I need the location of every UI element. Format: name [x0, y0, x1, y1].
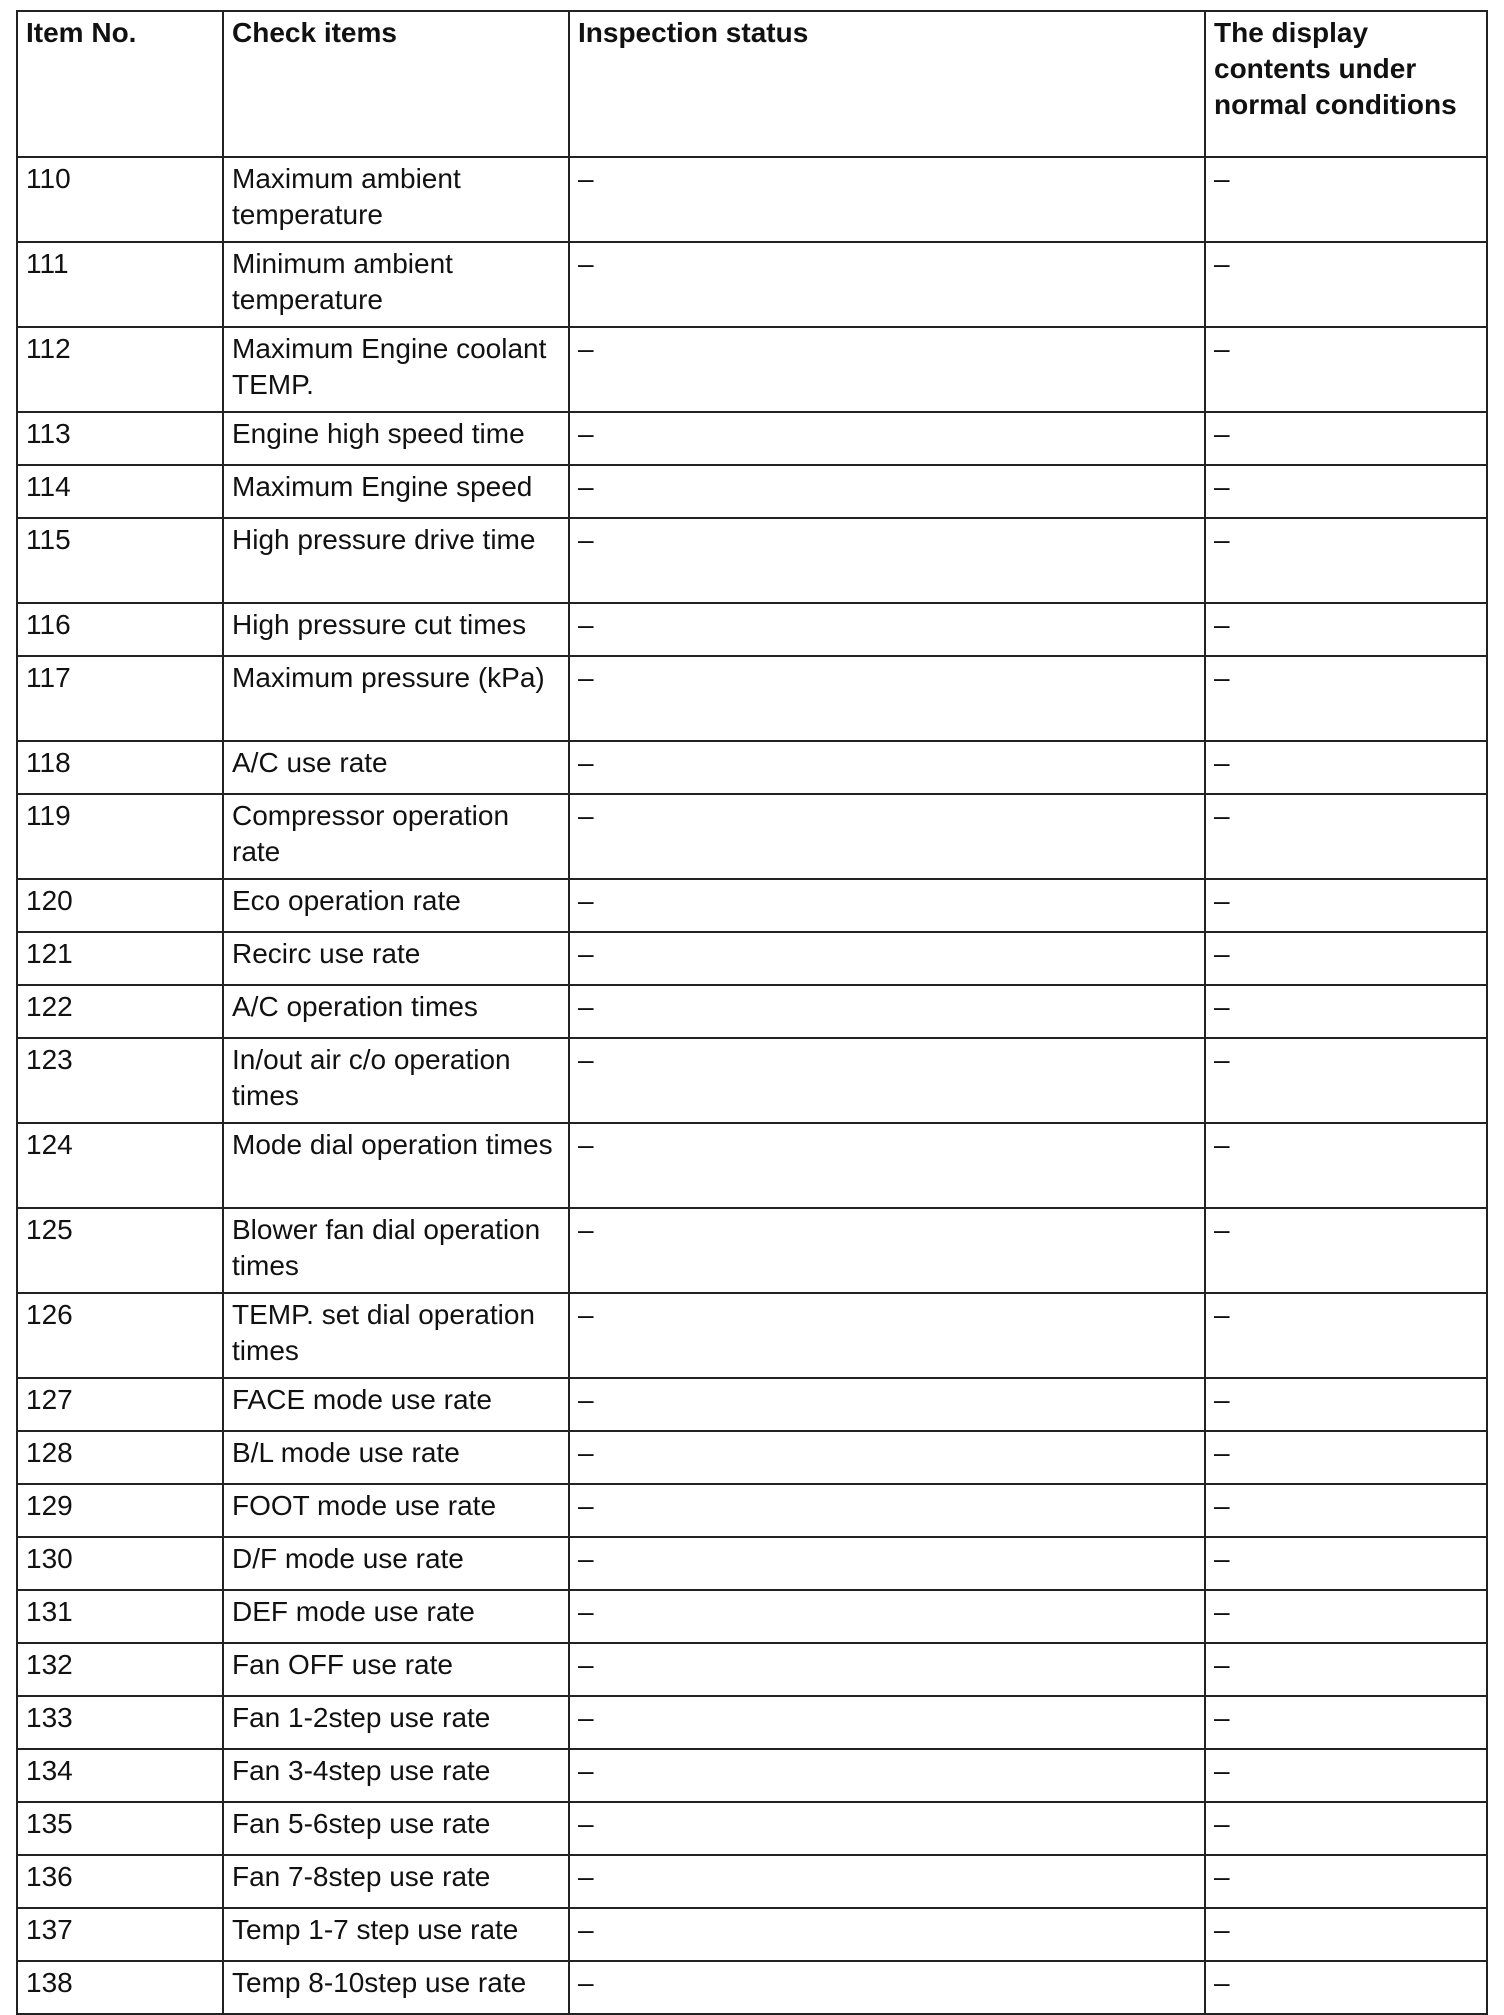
cell-check-item: Engine high speed time [223, 412, 569, 465]
cell-inspection-status: – [569, 157, 1205, 242]
table-row [17, 327, 1487, 412]
cell-display-contents: – [1205, 242, 1487, 327]
check-items-table [16, 10, 1488, 2015]
cell-check-item: High pressure drive time [223, 518, 569, 603]
cell-display-contents: – [1205, 412, 1487, 465]
header-check-items: Check items [223, 11, 569, 157]
table-row [17, 1431, 1487, 1484]
cell-check-item: D/F mode use rate [223, 1537, 569, 1590]
cell-inspection-status: – [569, 1537, 1205, 1590]
table-row [17, 603, 1487, 656]
cell-display-contents: – [1205, 1908, 1487, 1961]
cell-inspection-status: – [569, 656, 1205, 741]
cell-check-item: Minimum ambient temperature [223, 242, 569, 327]
header-item-no: Item No. [17, 11, 223, 157]
cell-check-item: FACE mode use rate [223, 1378, 569, 1431]
cell-display-contents: – [1205, 1802, 1487, 1855]
table-row [17, 157, 1487, 242]
table-row [17, 1855, 1487, 1908]
cell-display-contents: – [1205, 1208, 1487, 1293]
cell-check-item: TEMP. set dial operation times [223, 1293, 569, 1378]
cell-check-item: Temp 1-7 step use rate [223, 1908, 569, 1961]
cell-item-no: 133 [17, 1696, 223, 1749]
cell-inspection-status: – [569, 1123, 1205, 1208]
cell-check-item: Eco operation rate [223, 879, 569, 932]
header-row [17, 11, 1487, 157]
header-inspection-status: Inspection status [569, 11, 1205, 157]
cell-check-item: Recirc use rate [223, 932, 569, 985]
cell-inspection-status: – [569, 1961, 1205, 2014]
cell-check-item: Mode dial operation times [223, 1123, 569, 1208]
table-row [17, 1908, 1487, 1961]
cell-display-contents: – [1205, 794, 1487, 879]
cell-item-no: 138 [17, 1961, 223, 2014]
cell-item-no: 130 [17, 1537, 223, 1590]
cell-inspection-status: – [569, 1696, 1205, 1749]
cell-inspection-status: – [569, 1293, 1205, 1378]
table-row [17, 741, 1487, 794]
cell-display-contents: – [1205, 656, 1487, 741]
cell-item-no: 122 [17, 985, 223, 1038]
cell-display-contents: – [1205, 1749, 1487, 1802]
cell-item-no: 136 [17, 1855, 223, 1908]
cell-item-no: 110 [17, 157, 223, 242]
cell-item-no: 127 [17, 1378, 223, 1431]
cell-check-item: High pressure cut times [223, 603, 569, 656]
cell-check-item: Fan OFF use rate [223, 1643, 569, 1696]
cell-inspection-status: – [569, 1643, 1205, 1696]
cell-inspection-status: – [569, 1378, 1205, 1431]
cell-item-no: 116 [17, 603, 223, 656]
table-row [17, 1123, 1487, 1208]
cell-item-no: 112 [17, 327, 223, 412]
cell-inspection-status: – [569, 794, 1205, 879]
table-row [17, 465, 1487, 518]
table-row [17, 932, 1487, 985]
cell-check-item: A/C operation times [223, 985, 569, 1038]
table-row [17, 1696, 1487, 1749]
table-row [17, 1038, 1487, 1123]
cell-display-contents: – [1205, 1378, 1487, 1431]
cell-item-no: 124 [17, 1123, 223, 1208]
cell-item-no: 119 [17, 794, 223, 879]
table-row [17, 1208, 1487, 1293]
cell-inspection-status: – [569, 603, 1205, 656]
cell-item-no: 137 [17, 1908, 223, 1961]
cell-inspection-status: – [569, 1855, 1205, 1908]
cell-inspection-status: – [569, 1908, 1205, 1961]
cell-item-no: 118 [17, 741, 223, 794]
cell-display-contents: – [1205, 932, 1487, 985]
table-row [17, 242, 1487, 327]
cell-check-item: Fan 1-2step use rate [223, 1696, 569, 1749]
cell-display-contents: – [1205, 1484, 1487, 1537]
cell-display-contents: – [1205, 1643, 1487, 1696]
table-row [17, 1643, 1487, 1696]
cell-inspection-status: – [569, 412, 1205, 465]
table-row [17, 1590, 1487, 1643]
cell-display-contents: – [1205, 327, 1487, 412]
cell-item-no: 125 [17, 1208, 223, 1293]
cell-item-no: 126 [17, 1293, 223, 1378]
cell-display-contents: – [1205, 1961, 1487, 2014]
cell-item-no: 121 [17, 932, 223, 985]
cell-display-contents: – [1205, 157, 1487, 242]
cell-display-contents: – [1205, 1038, 1487, 1123]
cell-display-contents: – [1205, 1590, 1487, 1643]
cell-item-no: 131 [17, 1590, 223, 1643]
cell-check-item: Fan 3-4step use rate [223, 1749, 569, 1802]
cell-item-no: 114 [17, 465, 223, 518]
cell-check-item: Compressor operation rate [223, 794, 569, 879]
cell-item-no: 117 [17, 656, 223, 741]
cell-inspection-status: – [569, 985, 1205, 1038]
cell-check-item: Maximum pressure (kPa) [223, 656, 569, 741]
table-row [17, 1961, 1487, 2014]
cell-display-contents: – [1205, 518, 1487, 603]
cell-check-item: Blower fan dial operation times [223, 1208, 569, 1293]
cell-display-contents: – [1205, 1696, 1487, 1749]
cell-item-no: 132 [17, 1643, 223, 1696]
cell-check-item: Maximum Engine coolant TEMP. [223, 327, 569, 412]
cell-item-no: 129 [17, 1484, 223, 1537]
table-row [17, 1484, 1487, 1537]
table-row [17, 879, 1487, 932]
table-row [17, 985, 1487, 1038]
cell-item-no: 120 [17, 879, 223, 932]
cell-check-item: A/C use rate [223, 741, 569, 794]
cell-display-contents: – [1205, 603, 1487, 656]
cell-check-item: DEF mode use rate [223, 1590, 569, 1643]
cell-display-contents: – [1205, 1431, 1487, 1484]
cell-check-item: In/out air c/o operation times [223, 1038, 569, 1123]
table-row [17, 794, 1487, 879]
cell-inspection-status: – [569, 932, 1205, 985]
cell-item-no: 115 [17, 518, 223, 603]
cell-inspection-status: – [569, 1208, 1205, 1293]
table-row [17, 412, 1487, 465]
cell-inspection-status: – [569, 1749, 1205, 1802]
table-row [17, 518, 1487, 603]
cell-inspection-status: – [569, 465, 1205, 518]
table-row [17, 656, 1487, 741]
cell-check-item: Fan 5-6step use rate [223, 1802, 569, 1855]
cell-inspection-status: – [569, 1484, 1205, 1537]
header-display-contents: The display contents under normal conditions [1205, 11, 1487, 157]
cell-item-no: 134 [17, 1749, 223, 1802]
cell-item-no: 123 [17, 1038, 223, 1123]
cell-inspection-status: – [569, 741, 1205, 794]
table-row [17, 1802, 1487, 1855]
table-row [17, 1537, 1487, 1590]
table-body [17, 157, 1487, 2014]
cell-check-item: Temp 8-10step use rate [223, 1961, 569, 2014]
cell-inspection-status: – [569, 327, 1205, 412]
cell-item-no: 128 [17, 1431, 223, 1484]
cell-display-contents: – [1205, 741, 1487, 794]
cell-display-contents: – [1205, 985, 1487, 1038]
cell-display-contents: – [1205, 1293, 1487, 1378]
cell-item-no: 135 [17, 1802, 223, 1855]
cell-display-contents: – [1205, 879, 1487, 932]
cell-check-item: B/L mode use rate [223, 1431, 569, 1484]
cell-inspection-status: – [569, 1431, 1205, 1484]
cell-inspection-status: – [569, 879, 1205, 932]
cell-check-item: Maximum ambient temperature [223, 157, 569, 242]
cell-inspection-status: – [569, 1038, 1205, 1123]
cell-inspection-status: – [569, 242, 1205, 327]
cell-check-item: Fan 7-8step use rate [223, 1855, 569, 1908]
cell-display-contents: – [1205, 1537, 1487, 1590]
cell-display-contents: – [1205, 465, 1487, 518]
cell-display-contents: – [1205, 1855, 1487, 1908]
cell-check-item: Maximum Engine speed [223, 465, 569, 518]
cell-inspection-status: – [569, 1590, 1205, 1643]
cell-item-no: 113 [17, 412, 223, 465]
cell-item-no: 111 [17, 242, 223, 327]
table-row [17, 1749, 1487, 1802]
cell-inspection-status: – [569, 518, 1205, 603]
cell-check-item: FOOT mode use rate [223, 1484, 569, 1537]
table-row [17, 1378, 1487, 1431]
table-header [17, 11, 1487, 157]
cell-inspection-status: – [569, 1802, 1205, 1855]
table-row [17, 1293, 1487, 1378]
cell-display-contents: – [1205, 1123, 1487, 1208]
